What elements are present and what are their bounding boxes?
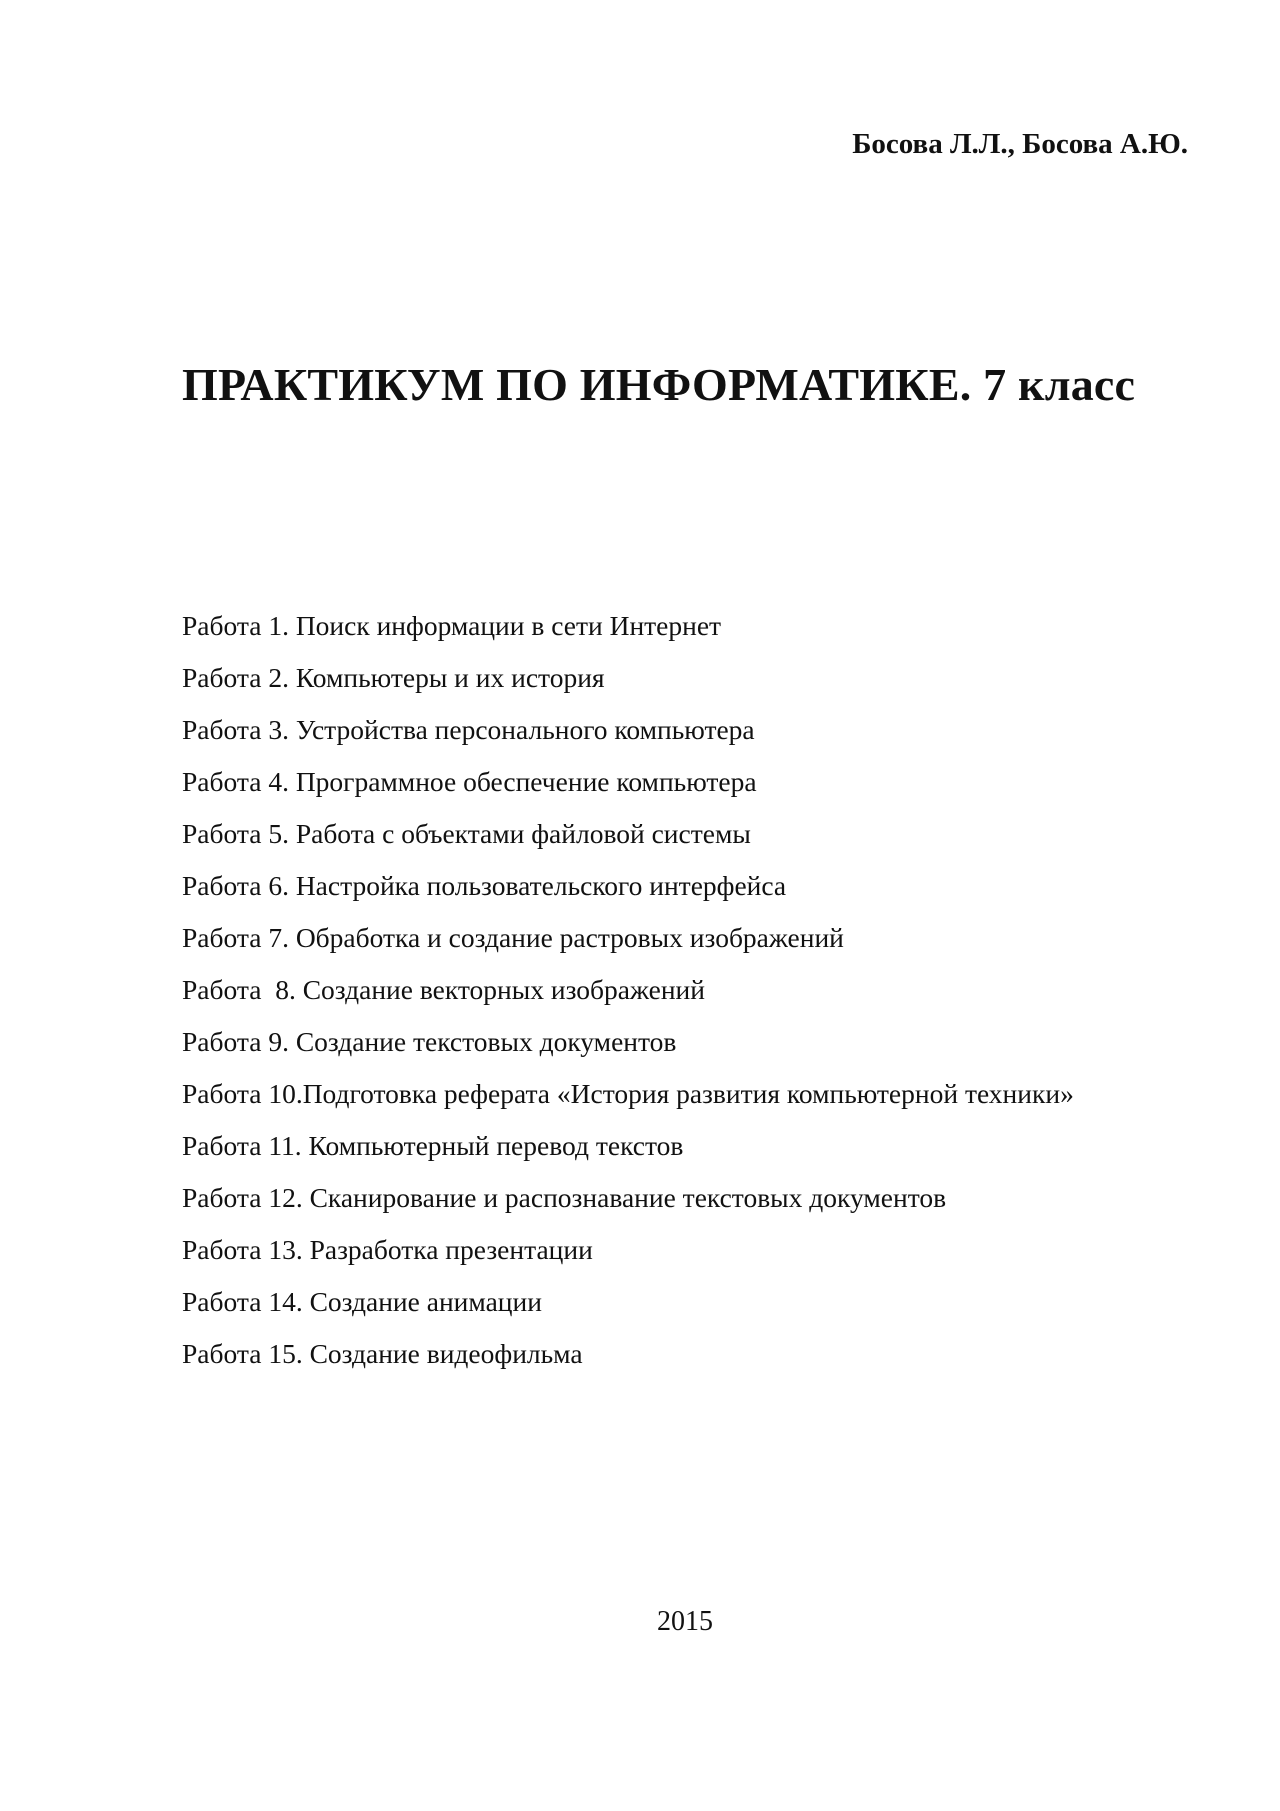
list-item: Работа 2. Компьютеры и их история (182, 662, 605, 693)
list-item: Работа 6. Настройка пользовательского интерфейса (182, 870, 787, 901)
list-item: Работа 10.Подготовка реферата «История развития компьютерной техники» (182, 1078, 1074, 1109)
list-item: Работа 11. Компьютерный перевод текстов (182, 1130, 684, 1161)
works-list (182, 600, 1074, 1380)
list-item: Работа 9. Создание текстовых документов (182, 1026, 677, 1057)
list-item: Работа 13. Разработка презентации (182, 1234, 593, 1265)
list-item: Работа 14. Создание анимации (182, 1286, 542, 1317)
list-item: Работа 3. Устройства персонального компьютера (182, 714, 755, 745)
list-item: Работа 7. Обработка и создание растровых изображений (182, 922, 844, 953)
publication-year: 2015 (657, 1606, 713, 1637)
list-item: Работа 8. Создание векторных изображений (182, 974, 705, 1005)
list-item: Работа 15. Создание видеофильма (182, 1338, 583, 1369)
list-item: Работа 12. Сканирование и распознавание текстовых документов (182, 1182, 947, 1213)
list-item: Работа 5. Работа с объектами файловой системы (182, 818, 751, 849)
list-item: Работа 4. Программное обеспечение компьютера (182, 766, 757, 797)
page-title: ПРАКТИКУМ ПО ИНФОРМАТИКЕ. 7 класс (182, 359, 1136, 410)
authors: Босова Л.Л., Босова А.Ю. (852, 128, 1188, 160)
list-item: Работа 1. Поиск информации в сети Интернет (182, 610, 722, 641)
